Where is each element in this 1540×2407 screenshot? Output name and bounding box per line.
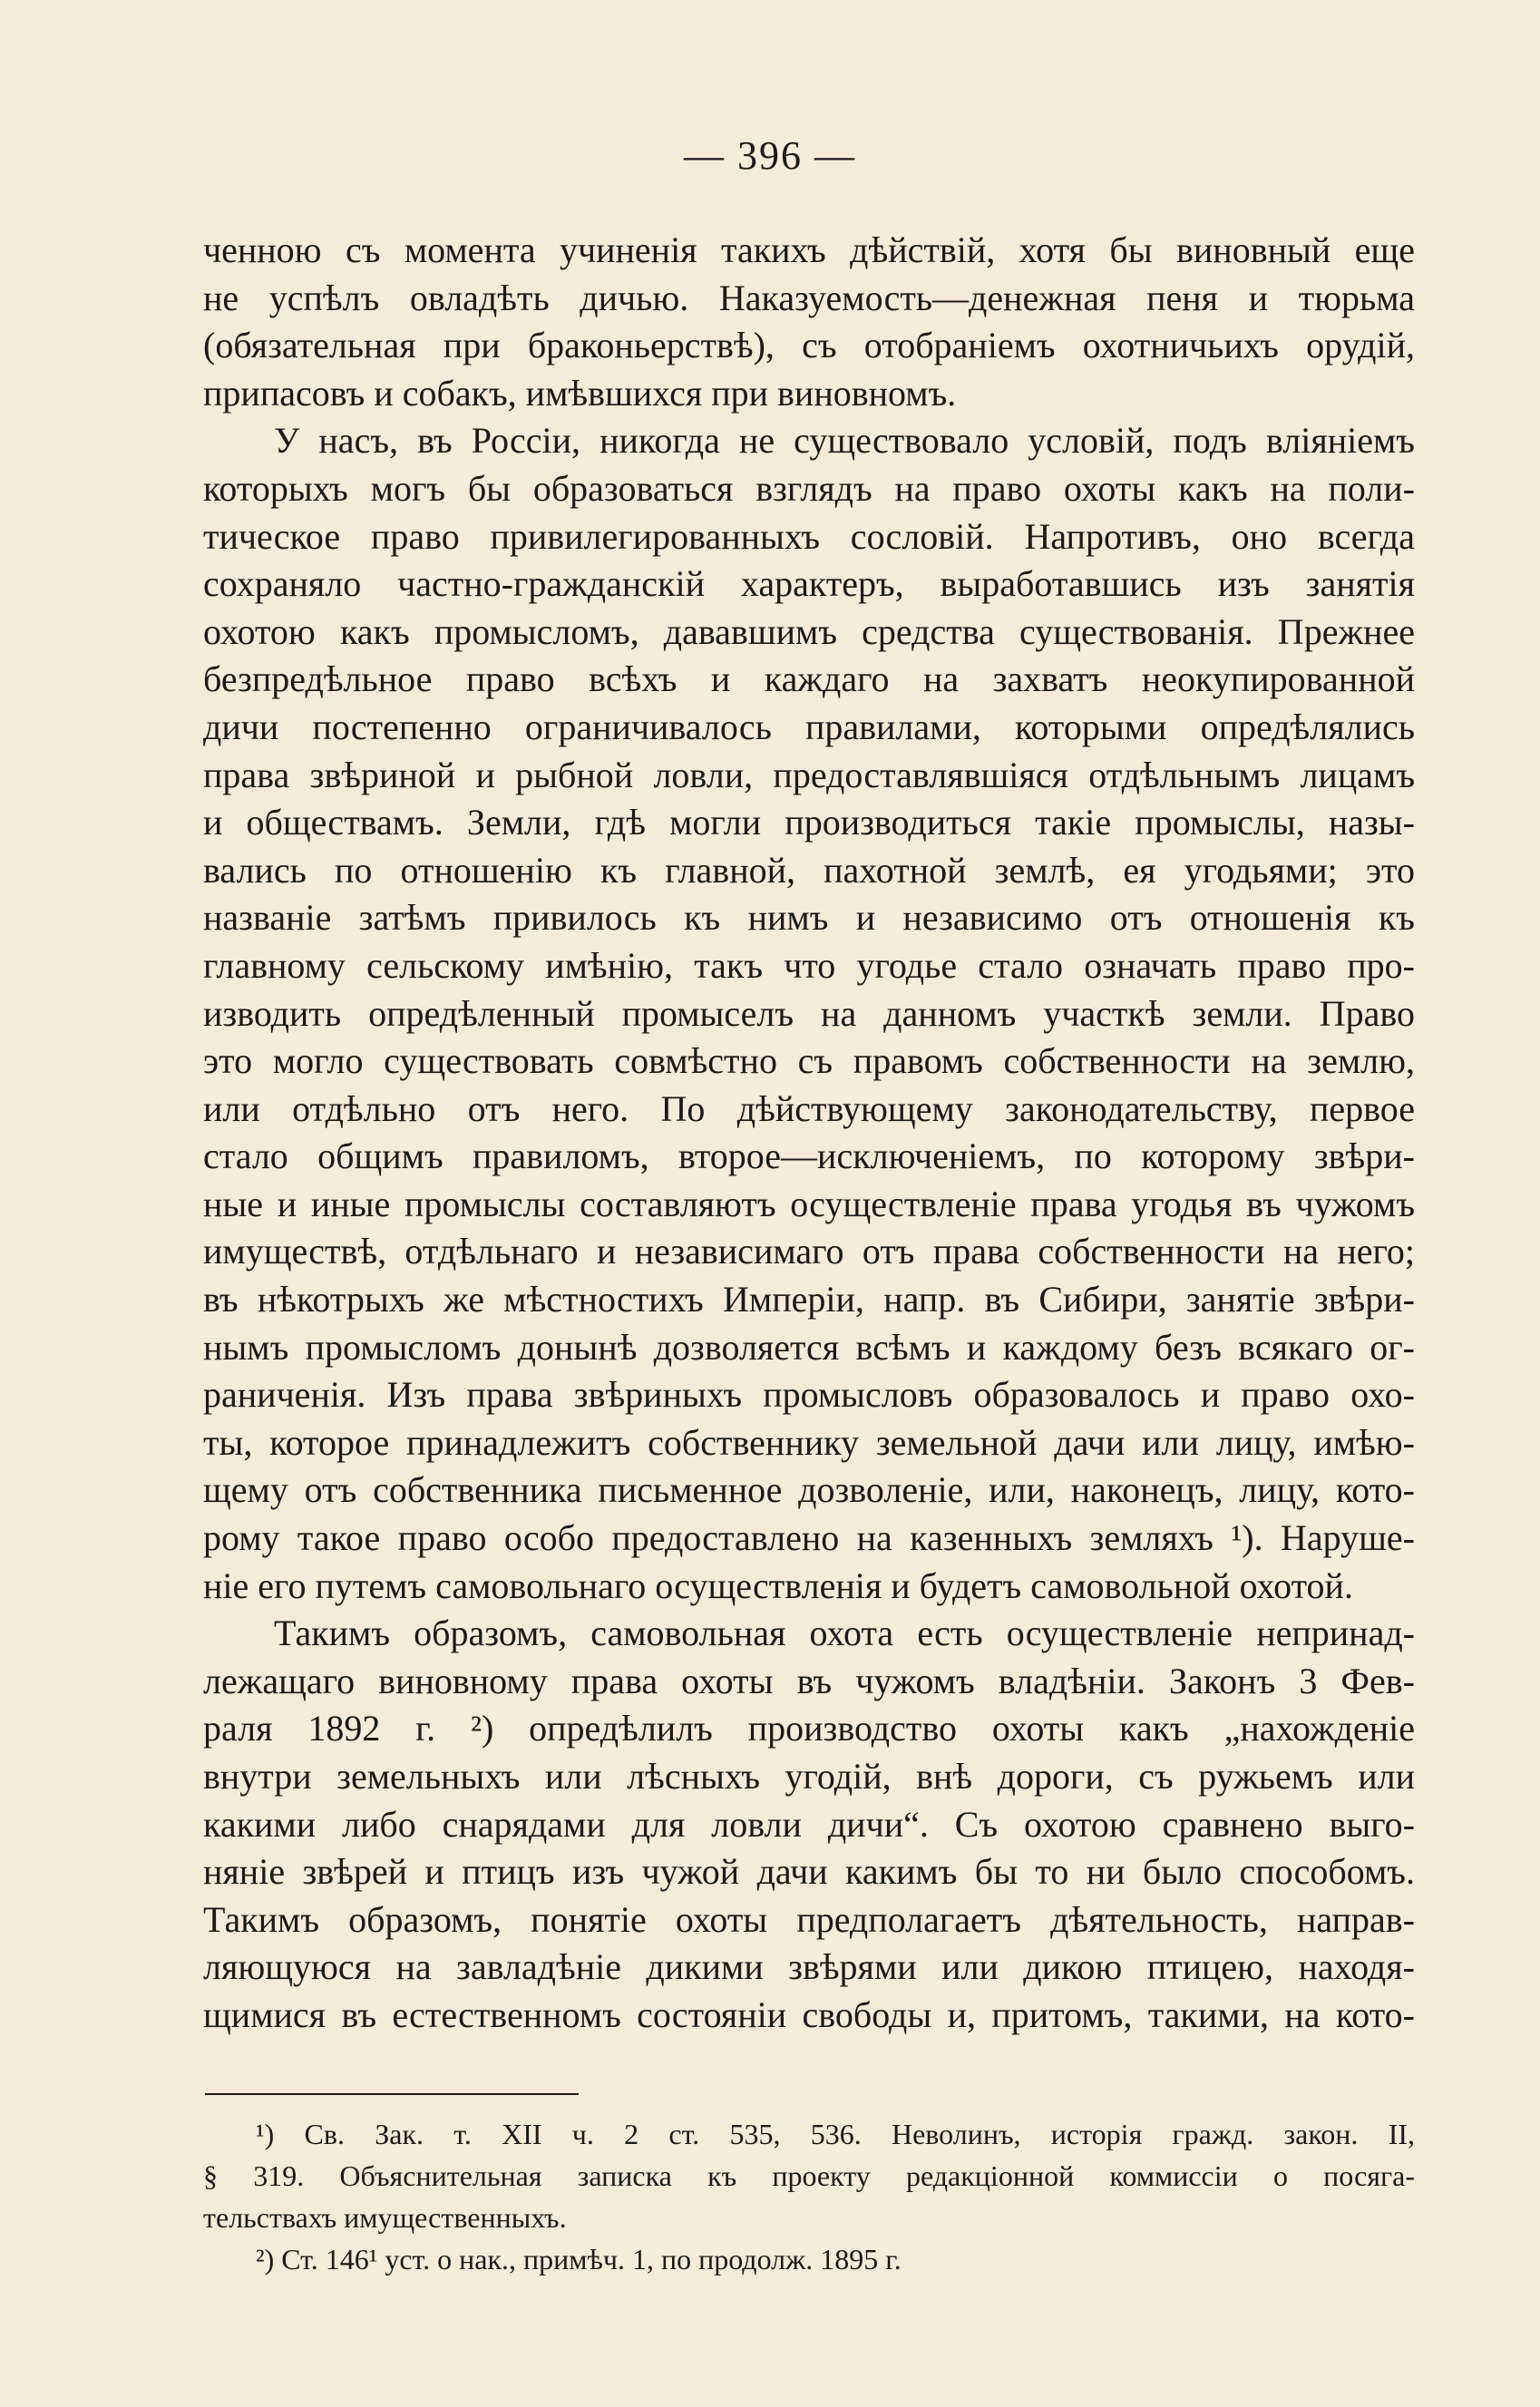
footnote-line: § 319. Объяснительная записка къ проекту редакціонной коммиссіи о посяга-: [203, 2159, 1415, 2192]
footnote-line: ²) Ст. 146¹ уст. о нак., примѣч. 1, по продолж. 1895 г.: [256, 2243, 902, 2275]
text-line: имуществѣ, отдѣльнаго и независимаго отъ права собственности на него;: [203, 1231, 1415, 1272]
text-line: У насъ, въ Россіи, никогда не существовало условій, подъ вліяніемъ: [274, 420, 1415, 462]
text-line: ніе его путемъ самовольнаго осуществленія и будетъ самовольной охотой.: [203, 1564, 1353, 1606]
text-line: изводить опредѣленный промыселъ на данномъ участкѣ земли. Право: [203, 992, 1415, 1034]
text-line: сохраняло частно-гражданскій характеръ, выработавшись изъ занятія: [203, 563, 1415, 605]
text-line: рому такое право особо предоставлено на казенныхъ земляхъ ¹). Наруше-: [203, 1517, 1415, 1559]
text-line: охотою какъ промысломъ, дававшимъ средства существованія. Прежнее: [203, 610, 1415, 652]
text-line: ные и иные промыслы составляютъ осуществленіе права угодья въ чужомъ: [203, 1183, 1415, 1224]
text-line: названіе затѣмъ привилось къ нимъ и независимо отъ отношенія къ: [203, 897, 1415, 939]
text-line: щимися въ естественномъ состояніи свободы и, притомъ, такими, на кото-: [203, 1993, 1415, 2035]
text-line: стало общимъ правиломъ, второе—исключеніемъ, по которому звѣри-: [203, 1135, 1415, 1177]
text-line: Такимъ образомъ, самовольная охота есть осуществленіе непринад-: [274, 1613, 1415, 1654]
footnotes: [203, 2113, 1415, 2280]
text-line: и обществамъ. Земли, гдѣ могли производиться такіе промыслы, назы-: [203, 802, 1415, 843]
text-line: (обязательная при браконьерствѣ), съ отобраніемъ охотничьихъ орудій,: [203, 325, 1415, 366]
text-line: внутри земельныхъ или лѣсныхъ угодій, внѣ дороги, съ ружьемъ или: [203, 1756, 1415, 1797]
text-line: ченною съ момента учиненія такихъ дѣйствій, хотя бы виновный еще: [203, 229, 1415, 270]
text-line: права звѣриной и рыбной ловли, предоставлявшіяся отдѣльнымъ лицамъ: [203, 754, 1415, 795]
text-line: которыхъ могъ бы образоваться взглядъ на право охоты какъ на поли-: [203, 467, 1415, 509]
text-line: раля 1892 г. ²) опредѣлилъ производство охоты какъ „нахожденіе: [203, 1708, 1415, 1749]
footnote: [203, 2113, 1415, 2238]
text-line: щему отъ собственника письменное дозволеніе, или, наконецъ, лицу, кото-: [203, 1469, 1415, 1511]
text-line: или отдѣльно отъ него. По дѣйствующему законодательству, первое: [203, 1087, 1415, 1129]
text-line: главному сельскому имѣнію, такъ что угодье стало означать право про-: [203, 944, 1415, 986]
text-line: дичи постепенно ограничивалось правилами, которыми опредѣлялись: [203, 706, 1415, 747]
body-text: [203, 227, 1415, 2040]
text-line: лежащаго виновному права охоты въ чужомъ владѣніи. Законъ 3 Фев-: [203, 1660, 1415, 1701]
text-line: Такимъ образомъ, понятіе охоты предполагаетъ дѣятельность, направ-: [203, 1898, 1415, 1940]
text-line: ты, которое принадлежитъ собственнику земельной дачи или лицу, имѣю-: [203, 1421, 1415, 1463]
text-line: раниченія. Изъ права звѣриныхъ промысловъ образовалось и право охо-: [203, 1374, 1415, 1416]
footnote-divider: [205, 2093, 579, 2095]
text-line: это могло существовать совмѣстно съ правомъ собственности на землю,: [203, 1040, 1415, 1082]
footnote-line: ¹) Св. Зак. т. XII ч. 2 ст. 535, 536. Неволинъ, исторія гражд. закон. II,: [256, 2118, 1415, 2150]
text-line: не успѣлъ овладѣть дичью. Наказуемость—денежная пеня и тюрьма: [203, 277, 1415, 318]
text-line: въ нѣкотрыхъ же мѣстностихъ Имперіи, напр. въ Сибири, занятіе звѣри-: [203, 1279, 1415, 1320]
text-line: ляющуюся на завладѣніе дикими звѣрями или дикою птицею, находя-: [203, 1946, 1415, 1988]
text-line: няніе звѣрей и птицъ изъ чужой дачи какимъ бы то ни было способомъ.: [203, 1851, 1415, 1893]
footnote: [203, 2238, 1415, 2280]
page-number: — 396 —: [684, 133, 856, 178]
text-line: нымъ промысломъ донынѣ дозволяется всѣмъ и каждому безъ всякаго ог-: [203, 1326, 1415, 1368]
text-line: припасовъ и собакъ, имѣвшихся при виновномъ.: [203, 372, 957, 414]
text-line: тическое право привилегированныхъ сословій. Напротивъ, оно всегда: [203, 515, 1415, 557]
footnote-line: тельствахъ имущественныхъ.: [203, 2201, 567, 2234]
text-line: какими либо снарядами для ловли дичи“. Съ охотою сравнено выго-: [203, 1803, 1415, 1845]
text-line: вались по отношенію къ главной, пахотной землѣ, ея угодьями; это: [203, 849, 1415, 891]
text-line: безпредѣльное право всѣхъ и каждаго на захватъ неокупированной: [203, 658, 1415, 700]
